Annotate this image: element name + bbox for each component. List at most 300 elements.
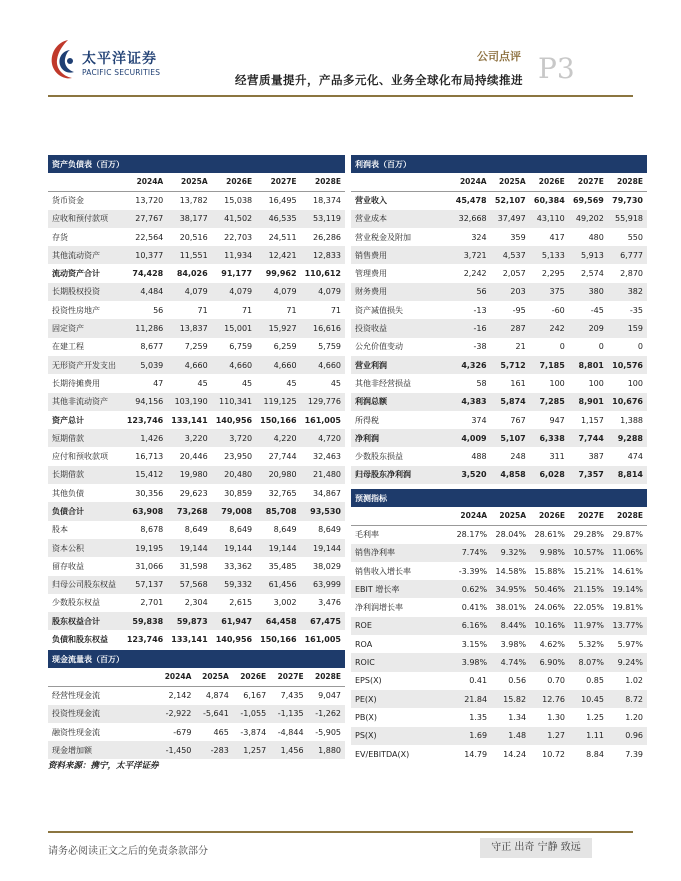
row-value: 19,144	[212, 539, 256, 557]
row-label: ROA	[355, 639, 373, 649]
row-value: 465	[213, 727, 229, 737]
row-value: 8.07%	[569, 653, 608, 671]
row-value: 4,079	[301, 283, 345, 301]
row-value: 2,295	[541, 269, 565, 279]
row-value: 11,934	[212, 246, 256, 264]
forecast-indicators-table	[351, 489, 647, 763]
row-value: 119,125	[256, 393, 300, 411]
row-value: -1,262	[308, 705, 345, 723]
row-value: 13,720	[135, 196, 164, 206]
row-value: 1.02	[625, 676, 643, 686]
table-row	[48, 301, 345, 319]
row-value: -3.39%	[458, 566, 488, 576]
row-label: 销售费用	[351, 246, 452, 264]
row-value: 1.11	[569, 727, 608, 745]
row-value: 20,480	[212, 466, 256, 484]
row-value: 6,777	[608, 246, 647, 264]
row-value: -60	[551, 305, 565, 315]
row-value: 1.30	[547, 712, 566, 722]
row-label: 所得税	[355, 415, 379, 425]
row-value: 480	[588, 232, 604, 242]
row-value: 161,005	[304, 635, 341, 645]
table-row	[351, 338, 647, 356]
table-row	[351, 653, 647, 671]
row-value: 8.84	[586, 749, 604, 759]
row-value: 34,867	[313, 488, 341, 498]
row-label: 净利润增长率	[355, 603, 403, 613]
row-value: 100	[588, 378, 604, 388]
row-value: 35,485	[268, 561, 297, 571]
row-value: 4,326	[452, 356, 491, 374]
row-value: 19,980	[167, 466, 211, 484]
row-value: 73,268	[167, 502, 211, 520]
disclaimer-note: 请务必阅读正文之后的免责条款部分	[48, 846, 208, 857]
row-value: -283	[195, 741, 232, 759]
row-value: 71	[330, 305, 341, 315]
income-statement-table	[351, 155, 647, 484]
row-label: 净利润	[351, 429, 452, 447]
row-value: 7,185	[530, 356, 569, 374]
row-value: 38.01%	[495, 603, 527, 613]
table-row	[351, 635, 647, 653]
row-value: 9.24%	[608, 653, 647, 671]
table-row	[351, 617, 647, 635]
row-value: 7,285	[530, 393, 569, 411]
row-value: 0.96	[608, 727, 647, 745]
row-value: 150,166	[260, 635, 297, 645]
row-value: 1.48	[491, 727, 530, 745]
row-value: 29,623	[179, 488, 208, 498]
row-value: 22.05%	[573, 603, 604, 613]
row-value: 79,730	[612, 196, 643, 206]
row-value: 94,156	[123, 393, 167, 411]
row-value: 38,029	[313, 561, 341, 571]
page-header	[0, 0, 681, 100]
row-value: 4,220	[256, 429, 300, 447]
table-row	[48, 338, 345, 356]
row-value: 11,286	[123, 319, 167, 337]
row-label: 销售收入增长率	[355, 566, 411, 576]
row-value: 1,426	[123, 429, 167, 447]
row-value: 8,649	[184, 525, 208, 535]
row-label: 经营性现金流	[52, 691, 100, 701]
year-header: 2028E	[301, 173, 345, 191]
row-label: 营业税金及附加	[355, 232, 411, 242]
row-value: 0	[559, 342, 565, 352]
year-header: 2024A	[452, 507, 491, 525]
row-value: 209	[569, 319, 608, 337]
row-value: 5,874	[491, 393, 530, 411]
row-value: 45,478	[455, 196, 487, 206]
row-value: -45	[590, 305, 604, 315]
row-value: 1,456	[270, 741, 307, 759]
row-label: 留存收益	[52, 561, 84, 571]
row-value: 41,502	[212, 210, 256, 228]
row-label: 投资性现金流	[48, 705, 158, 723]
row-value: 4,874	[205, 691, 229, 701]
row-value: 6.90%	[530, 653, 569, 671]
row-value: 161	[510, 378, 526, 388]
row-value: 12,421	[256, 246, 300, 264]
table-row	[48, 246, 345, 264]
row-value: 52,107	[494, 196, 526, 206]
table-row	[351, 708, 647, 726]
row-value: 110,341	[212, 393, 256, 411]
row-value: 4,660	[167, 356, 211, 374]
page-number: P3	[538, 52, 575, 85]
table-row	[351, 466, 647, 484]
row-value: 387	[588, 452, 604, 462]
row-value: 5,107	[491, 429, 530, 447]
row-value: 23,950	[224, 452, 253, 462]
header-blank	[351, 173, 452, 191]
row-label: 公允价值变动	[355, 342, 403, 352]
table-row	[351, 356, 647, 374]
table-row	[351, 562, 647, 580]
row-value: 13,837	[167, 319, 211, 337]
table-row	[48, 393, 345, 411]
row-value: 26,286	[313, 232, 341, 242]
row-value: -16	[452, 319, 491, 337]
row-value: 15.88%	[534, 566, 566, 576]
table-title-row	[351, 489, 647, 507]
row-value: 6,028	[530, 466, 569, 484]
row-label: 资本公积	[48, 539, 123, 557]
row-label: 营业收入	[355, 196, 387, 206]
row-value: 5.32%	[578, 639, 604, 649]
row-value: -1,055	[233, 705, 270, 723]
row-value: 10,576	[608, 356, 647, 374]
row-value: 8,814	[608, 466, 647, 484]
table-row	[351, 672, 647, 690]
row-value: 50.46%	[530, 580, 569, 598]
year-header: 2027E	[256, 173, 300, 191]
row-label: 融资性现金流	[52, 727, 100, 737]
table-row	[351, 525, 647, 543]
row-value: 203	[491, 283, 530, 301]
footer-divider	[48, 831, 633, 833]
row-value: 5,133	[530, 246, 569, 264]
row-value: 9,288	[608, 429, 647, 447]
row-value: 93,530	[301, 502, 345, 520]
row-value: 16,495	[268, 196, 297, 206]
row-value: 4,009	[452, 429, 491, 447]
row-value: 150,166	[260, 415, 297, 425]
table-row	[351, 598, 647, 616]
row-value: 24,511	[268, 232, 297, 242]
row-value: 14.79	[464, 749, 488, 759]
cash-flow-table	[48, 650, 345, 759]
company-motto: 守正 出奇 宁静 致远	[480, 838, 592, 858]
row-value: 1,880	[308, 741, 345, 759]
row-value: 67,475	[301, 612, 345, 630]
row-label: 长期待摊费用	[52, 378, 100, 388]
table-row	[351, 191, 647, 209]
row-value: 30,356	[135, 488, 164, 498]
header-blank	[48, 668, 158, 686]
row-value: 103,190	[167, 393, 211, 411]
row-value: 69,569	[572, 196, 604, 206]
year-header: 2028E	[308, 668, 345, 686]
row-value: 4,660	[212, 356, 256, 374]
row-value: 33,362	[224, 561, 253, 571]
row-value: 8,649	[229, 525, 253, 535]
table-title: 现金流量表（百万）	[48, 650, 345, 668]
row-value: 1,157	[580, 415, 604, 425]
row-label: 固定资产	[48, 319, 123, 337]
row-value: 56	[153, 305, 164, 315]
row-value: 8,901	[569, 393, 608, 411]
row-value: 11.06%	[608, 544, 647, 562]
table-row	[351, 283, 647, 301]
row-label: 无形资产开发支出	[48, 356, 123, 374]
header-divider	[48, 95, 633, 97]
row-value: 4,660	[301, 356, 345, 374]
row-value: 53,119	[301, 210, 345, 228]
row-value: 71	[197, 305, 208, 315]
row-value: 6,167	[243, 691, 267, 701]
row-label: PE(X)	[351, 690, 452, 708]
row-value: 129,776	[301, 393, 345, 411]
row-value: 14.24	[503, 749, 527, 759]
row-value: -3,874	[240, 727, 267, 737]
row-value: 38,177	[167, 210, 211, 228]
table-row	[48, 576, 345, 594]
row-value: 311	[549, 452, 565, 462]
table-row	[48, 594, 345, 612]
row-value: 5,712	[491, 356, 530, 374]
row-value: 27,744	[268, 452, 297, 462]
row-label: 利润总额	[351, 393, 452, 411]
table-row	[48, 612, 345, 630]
row-value: 9,047	[318, 691, 341, 701]
row-value: 45	[330, 378, 341, 388]
row-value: 2,304	[184, 598, 208, 608]
row-value: 161,005	[304, 415, 341, 425]
row-value: -35	[629, 305, 643, 315]
row-value: 15,001	[212, 319, 256, 337]
row-value: 1.69	[452, 727, 491, 745]
row-label: 负债和股东权益	[52, 635, 108, 645]
table-row	[48, 686, 345, 704]
row-value: 46,535	[256, 210, 300, 228]
table-header-row	[48, 668, 345, 686]
row-label: EBIT 增长率	[351, 580, 452, 598]
brand-name-en: PACIFIC SECURITIES	[82, 68, 161, 77]
table-title-row	[351, 155, 647, 173]
row-label: 资产总计	[52, 415, 84, 425]
table-title: 资产负债表（百万）	[48, 155, 345, 173]
row-value: 9.98%	[530, 544, 569, 562]
row-value: 7,744	[569, 429, 608, 447]
table-row	[48, 447, 345, 465]
row-value: 6,338	[530, 429, 569, 447]
row-value: 0.41	[469, 676, 488, 686]
table-row	[351, 246, 647, 264]
row-value: 14.61%	[612, 566, 643, 576]
row-value: 71	[241, 305, 253, 315]
row-value: 30,859	[224, 488, 253, 498]
row-value: 15,038	[224, 196, 253, 206]
row-value: 8.44%	[491, 617, 530, 635]
row-value: 7,259	[184, 342, 208, 352]
row-value: 85,708	[256, 502, 300, 520]
table-row	[48, 484, 345, 502]
table-row	[48, 502, 345, 520]
row-value: 10.16%	[530, 617, 569, 635]
row-value: 5.97%	[617, 639, 643, 649]
row-value: 140,956	[215, 635, 253, 645]
row-label: 管理费用	[355, 269, 387, 279]
row-label: 应收和预付款项	[48, 210, 123, 228]
table-row	[48, 705, 345, 723]
brand-logo	[48, 38, 188, 82]
table-row	[351, 264, 647, 282]
table-title-row	[48, 155, 345, 173]
row-value: 59,838	[123, 612, 167, 630]
row-value: 7.74%	[452, 544, 491, 562]
table-row	[351, 429, 647, 447]
row-value: 4,484	[123, 283, 167, 301]
table-row	[48, 228, 345, 246]
row-label: 其他负债	[52, 488, 84, 498]
row-value: 0	[598, 342, 604, 352]
row-value: 21	[515, 342, 526, 352]
row-value: 27,767	[123, 210, 167, 228]
year-header: 2024A	[158, 668, 195, 686]
row-value: 550	[627, 232, 643, 242]
row-value: -38	[473, 342, 487, 352]
row-label: PB(X)	[355, 712, 378, 722]
row-value: 324	[471, 232, 487, 242]
row-label: 其他非经营损益	[355, 378, 411, 388]
row-value: 1.34	[508, 712, 527, 722]
table-title: 利润表（百万）	[351, 155, 647, 173]
report-type: 公司点评	[477, 50, 521, 63]
table-row	[48, 557, 345, 575]
row-value: -5,641	[195, 705, 232, 723]
row-value: -1,135	[270, 705, 307, 723]
table-row	[48, 429, 345, 447]
row-value: 20,980	[256, 466, 300, 484]
row-value: -4,844	[277, 727, 304, 737]
year-header: 2026E	[530, 507, 569, 525]
row-label: 现金增加额	[48, 741, 158, 759]
row-value: 100	[627, 378, 643, 388]
row-label: 长期借款	[48, 466, 123, 484]
table-row	[48, 356, 345, 374]
row-value: 380	[569, 283, 608, 301]
row-value: 374	[471, 415, 487, 425]
row-value: 3,721	[452, 246, 491, 264]
row-value: 15,927	[256, 319, 300, 337]
row-value: 0.85	[586, 676, 604, 686]
row-value: -95	[512, 305, 526, 315]
row-value: 13.77%	[608, 617, 647, 635]
table-row	[48, 191, 345, 209]
row-value: 1,257	[233, 741, 270, 759]
row-value: 24.06%	[534, 603, 566, 613]
row-value: 12.76	[530, 690, 569, 708]
table-row	[48, 319, 345, 337]
row-value: 4,079	[256, 283, 300, 301]
row-value: 767	[510, 415, 526, 425]
row-value: 32,765	[268, 488, 297, 498]
row-value: 1.25	[586, 712, 604, 722]
row-value: 59,873	[167, 612, 211, 630]
row-label: 投资性房地产	[52, 305, 100, 315]
row-label: EPS(X)	[355, 676, 382, 686]
row-label: 股东权益合计	[48, 612, 123, 630]
row-value: 2,870	[620, 269, 643, 279]
row-value: 29.28%	[573, 530, 604, 540]
year-header: 2026E	[530, 173, 569, 191]
row-value: 947	[549, 415, 565, 425]
row-value: 8,801	[569, 356, 608, 374]
brand-name-cn: 太平洋证券	[82, 51, 157, 67]
row-value: 10.57%	[569, 544, 608, 562]
year-header: 2025A	[195, 668, 232, 686]
table-row	[351, 228, 647, 246]
row-label: 营业利润	[351, 356, 452, 374]
row-value: 22,564	[135, 232, 164, 242]
row-value: 57,137	[123, 576, 167, 594]
row-label: 其他流动资产	[48, 246, 123, 264]
year-header: 2026E	[233, 668, 270, 686]
year-header: 2024A	[123, 173, 167, 191]
row-label: 少数股东损益	[355, 452, 403, 462]
row-value: 0.62%	[452, 580, 491, 598]
row-value: 21.15%	[569, 580, 608, 598]
row-value: 6,259	[273, 342, 297, 352]
row-label: 存货	[52, 232, 68, 242]
table-row	[48, 411, 345, 429]
row-value: 28.04%	[495, 530, 527, 540]
row-value: 21,480	[301, 466, 345, 484]
row-value: 382	[608, 283, 647, 301]
row-value: 10.45	[569, 690, 608, 708]
year-header: 2027E	[569, 507, 608, 525]
row-value: 43,110	[530, 210, 569, 228]
row-value: 19,144	[167, 539, 211, 557]
row-label: ROE	[351, 617, 452, 635]
row-value: 58	[476, 378, 487, 388]
row-value: 74,428	[132, 269, 164, 279]
row-value: 28.17%	[456, 530, 488, 540]
header-blank	[48, 173, 123, 191]
row-value: 0.70	[547, 676, 566, 686]
row-value: 10,377	[123, 246, 167, 264]
row-label: 其他非流动资产	[48, 393, 123, 411]
row-label: 毛利率	[355, 530, 379, 540]
table-header-row	[351, 173, 647, 191]
row-label: EV/EBITDA(X)	[355, 749, 410, 759]
row-value: 5,759	[318, 342, 341, 352]
row-label: ROIC	[351, 653, 452, 671]
row-value: 1.20	[625, 712, 643, 722]
row-value: 2,142	[168, 691, 192, 701]
row-value: 56	[452, 283, 491, 301]
row-value: 47	[153, 378, 164, 388]
row-value: 4.62%	[539, 639, 566, 649]
row-label: 流动资产合计	[52, 269, 100, 279]
row-value: 474	[627, 452, 643, 462]
row-value: 133,141	[171, 415, 208, 425]
row-value: 123,746	[126, 415, 164, 425]
row-value: 6.16%	[452, 617, 491, 635]
row-value: 45	[197, 378, 208, 388]
table-row	[351, 210, 647, 228]
